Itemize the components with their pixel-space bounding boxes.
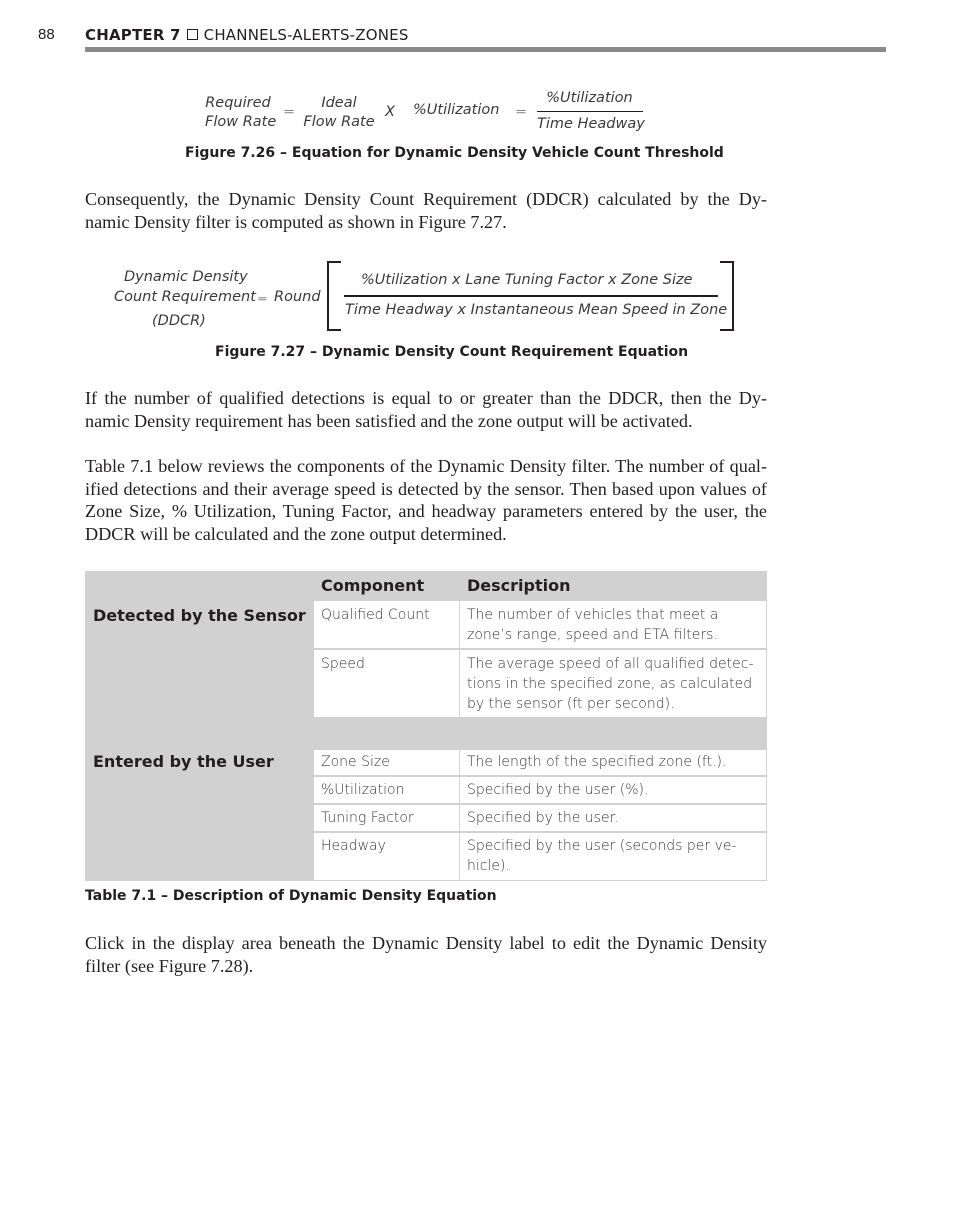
ddcr-lhs-line1: Dynamic Density [124, 269, 248, 285]
table-cell-description: Specified by the user. [460, 805, 766, 831]
paragraph-ddcr-activation: If the number of qualified detections is equal to or greater than the DDCR, then the Dy-namic Density requirement has been satisfied and the zone output will be activated. [85, 388, 767, 431]
table-cell-component: Qualified Count [314, 601, 459, 648]
paragraph-table-intro: Table 7.1 below reviews the components of the Dynamic Density filter. The number of qual-ified detections and their average speed is detected by the sensor. Then based upon values of Zone Size, % Utilization, Tuning Factor, and headway parameters entered by the user, the DDCR will be calculated and the zone output determined. [85, 456, 767, 545]
chapter-title: CHANNELS-ALERTS-ZONES [203, 26, 409, 44]
ddcr-denominator: Time Headway x Instantaneous Mean Speed in Zone [345, 302, 728, 318]
dynamic-density-table [85, 571, 767, 881]
table-cell-description: Specified by the user (%). [460, 777, 766, 803]
chapter-label: CHAPTER 7 [85, 26, 181, 44]
paragraph-edit-instruction: Click in the display area beneath the Dynamic Density label to edit the Dynamic Density filter (see Figure 7.28). [85, 933, 767, 976]
eq-ideal-line2: Flow Rate [303, 114, 375, 130]
eq-utilization: %Utilization [413, 102, 500, 118]
eq-fraction-denominator: Time Headway [537, 116, 645, 132]
table-cell-component: Speed [314, 650, 459, 717]
table-cell-component: Tuning Factor [314, 805, 459, 831]
ddcr-numerator: %Utilization x Lane Tuning Factor x Zone Size [361, 272, 693, 288]
running-header [85, 26, 409, 44]
table-cell-description: The length of the specified zone (ft.). [460, 750, 766, 775]
paragraph-ddcr-intro: Consequently, the Dynamic Density Count Requirement (DDCR) calculated by the Dy-namic Density filter is computed as shown in Figure 7.27. [85, 189, 767, 232]
table-header-description: Description [467, 576, 571, 595]
table-cell-description: Specified by the user (seconds per ve-hicle). [460, 833, 766, 880]
eq-required-line2: Flow Rate [205, 114, 277, 130]
table-cell-component: Headway [314, 833, 459, 880]
eq-ideal-flow-rate [303, 94, 375, 132]
eq-times: X [385, 104, 395, 120]
eq-equals-1: = [283, 104, 296, 120]
eq-ideal-line1: Ideal [321, 95, 357, 111]
page-number: 88 [38, 26, 55, 43]
ddcr-round: Round [274, 289, 321, 305]
right-bracket [720, 261, 734, 331]
left-bracket [327, 261, 341, 331]
ddcr-lhs-line3: (DDCR) [152, 313, 206, 329]
separator-box-icon [187, 29, 198, 40]
eq-fraction-numerator: %Utilization [546, 90, 633, 106]
table-cell-component: Zone Size [314, 750, 459, 775]
eq-fraction-line [537, 111, 643, 112]
table-header-component: Component [321, 576, 425, 595]
ddcr-lhs-line2: Count Requirement [114, 289, 256, 305]
table-7-1-caption: Table 7.1 – Description of Dynamic Density Equation [85, 888, 497, 904]
group-label-sensor: Detected by the Sensor [93, 606, 306, 625]
group-label-user: Entered by the User [93, 752, 274, 771]
table-cell-description: The average speed of all qualified detec-tions in the specified zone, as calculated by the sensor (ft per second). [460, 650, 766, 717]
table-cell-description: The number of vehicles that meet a zone’s range, speed and ETA filters. [460, 601, 766, 648]
figure-7-27-caption: Figure 7.27 – Dynamic Density Count Requirement Equation [215, 344, 689, 360]
table-cell-component: %Utilization [314, 777, 459, 803]
eq-required-flow-rate [205, 94, 277, 132]
header-rule [85, 47, 886, 52]
ddcr-equals: = [257, 292, 268, 307]
ddcr-fraction-line [344, 295, 718, 297]
eq-equals-2: = [515, 104, 528, 120]
figure-7-26-caption: Figure 7.26 – Equation for Dynamic Density Vehicle Count Threshold [185, 145, 724, 161]
eq-required-line1: Required [205, 95, 271, 111]
